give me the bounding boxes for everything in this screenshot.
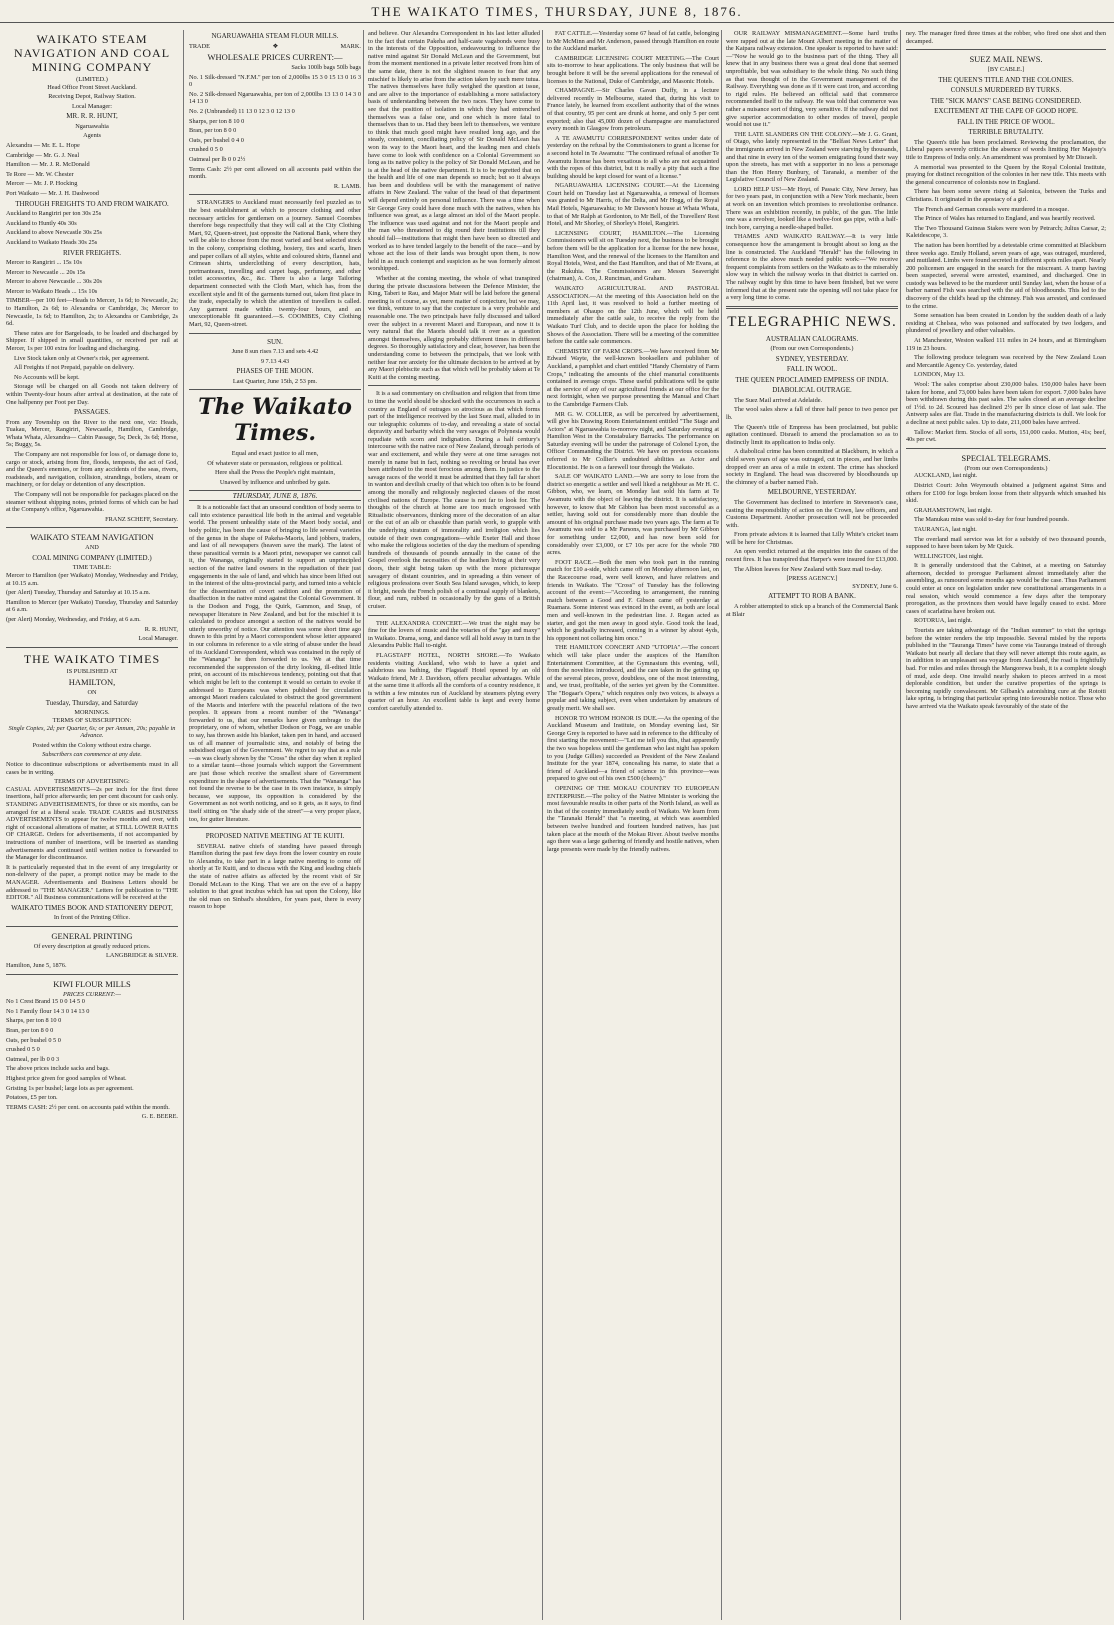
divider (368, 385, 540, 386)
river-row: Mercer to above Newcastle ... 30s 20s (6, 278, 102, 286)
melbourne-dateline: MELBOURNE, YESTERDAY. (767, 488, 857, 497)
telegram-item: The Albion leaves for New Zealand with Suez mail to-day. (734, 565, 883, 573)
column-rule (721, 30, 722, 1620)
motto-line: Here shall the Press the People's right maintain, (214, 469, 336, 477)
news-item: THE HAMILTON CONCERT AND "UTOPIA".—The concert which will take place under the auspices of the Hamilton Entertainment Committee, at the Gymnasium this evening, will, from the novelties introduced, and the care taken in the getting up of the several pieces, prove, doubtless, one of the most interesting, and, we trust, profitable, of the series yet given by the Committee. The "Bogaar's Opera," which requires only two voices, is always a popular and taking subject, even when undertaken by amateurs of greatly merit. We shall see. (547, 644, 719, 713)
kiwi-row: Bran, per ton 8 0 0 (6, 1026, 54, 1034)
editorial-continued: and believe. Our Alexandra Correspondent in his last letter alluded to the fact that certain Pakeha and half-caste vagabonds were busy in the interests of the Opposition, endeavouring to influence the native mind against Sir Donald McLean and the Government, but from the moment mentioned in a private letter received from him of the same date, there is not the slightest reason to fear that any mischief is likely to arise from the action taken by such mere tutua. The natives themselves have fully weighed the question at issue, and are alive to the importance of establishing a more satisfactory basis of understanding between the two races. They have come to see that the position of isolation in which they had entrenched themselves was a false one, and one which is more fatal to themselves than to us. Had they been left to themselves, we venture to think that much good might have resulted long ago, and the steady, consistent, conciliating policy of Sir Donald McLean has won its way to the Maori heart, and the leading men and chiefs have come to look with confidence on a Colonial Government so long as its native policy is the policy of Sir Donald McLean, and he is at the head of the native department. It is to be regretted that on the health and life of one man depends so much; but so it always has been and doubtless will be with the management of native affairs in New Zealand. The value of the head of that department will depend entirely on personal influence. There was a time when Sir George Grey could have done much with the natives, when his influence was great, as a large almost an idol of the Maori people. The influence was used against and not for the Maori people and the man who threatened to dig round their institutions till they should fall—institutions that might then have been so directed and worked as to have tended largely to the benefit of the race—and by whose act the loss of their lands was brought upon them, is now held in as much contempt and suspicion as he was formerly almost worshipped. (368, 30, 540, 273)
special-item: GRAHAMSTOWN, last night. (914, 506, 993, 514)
sun-title: SUN. (267, 337, 283, 346)
australian-calograms-title: AUSTRALIAN CALOGRAMS. (765, 334, 859, 343)
by-cable: [BY CABLE.] (987, 66, 1025, 74)
sun-rises: June 8 sun rises 7.13 and sets 4.42 (231, 348, 319, 355)
manager-label: Local Manager: (71, 102, 113, 110)
kiwi-note-1: The above prices include sacks and bags. (6, 1065, 110, 1073)
news-item: OUR RAILWAY MISMANAGEMENT.—Some hard truths were rapped out at the late Mount Albert meeting in the matter of the Kaipara railway extension. One speaker is reported to have said:—"Now he would go to the business part of the thing. They all knew that in any business there was a great deal done that seemed unprofitable, but was subsidiary to the whole thing. No such thing as that was thought of in the Government management of the Railway. Everything was done as if it were cast iron, and according to rigid rules. He believed an official said that commerce recommended itself to the railway. He was told that commerce was rather a nuisance sort of thing, very sensitive. If the railway did not give superior accommodation to other modes of travel, people would not use it." (726, 30, 898, 129)
special-item: The Manukau mine was sold to-day for four hundred pounds. (914, 516, 1069, 524)
limited-label: (LIMITED.) (76, 76, 108, 83)
passages-title: PASSAGES. (73, 408, 111, 417)
timber-rates: TIMBER—per 100 feet—Heads to Mercer, 1s 6d; to Newcastle, 2s; to Hamilton, 2s 6d; to Alexandra or Cambridge, 3s; Mercer to Newcastle, 1s 6d; to Hamilton, 2s; to Alexandra or Cambridge, 2s 6d. (6, 297, 178, 328)
book-depot: WAIKATO TIMES BOOK AND STATIONERY DEPOT, (11, 903, 173, 912)
own-correspondents: (From our own Correspondents.) (770, 345, 854, 353)
column-rule (363, 30, 364, 1620)
manager-title-2: Local Manager. (138, 635, 178, 643)
telegram-item: From private advices it is learned that Lilly White's cricket team will be here for Christmas. (726, 531, 898, 546)
freight-note: All Freights if not Prepaid, payable on delivery. (14, 364, 135, 372)
freight-row: Auckland to Waikato Heads 30s 25s (6, 238, 98, 246)
robbery-continued: ney. The manager fired three times at the robber, who fired one shot and then decamped. (906, 30, 1106, 45)
news-item: HONOR TO WHOM HONOR IS DUE.—As the opening of the Auckland Museum and Institute, on Monday evening last, Sir George Grey is reported to have said in reference to the difficulty of first starting the movement:—"Let me tell you this, that apparently the two was hopeless until the gentleman who last night has spoken to you (Judge Gillies) succeeded as President of the New Zealand Institute for the year 1874, concealing his name, to state that a friend of Auckland—a friend of science in this province—was prepared to give out of his own £500 (cheers)." (547, 714, 719, 783)
head-wool: FALL IN THE PRICE OF WOOL. (957, 117, 1055, 126)
special-item: Tourists are taking advantage of the "Indian summer" to visit the springs before the winter renders the trip impossible. Several misled by the reports published in the "Tauranga Times" have come via Tauranga instead of through Waikato but nearly all declare that they will never attempt this route again, as in addition to an unpleasant sea voyage from Auckland, the road is frightfully bad. For miles and miles through the Mangorewa bush, it is a complete slough of mud, axle deep. One invalid nearly shaken to pieces arrived in a most deplorable condition, but under the curative properties of the springs is becoming rapidly convalescent. Mr Gilbank's astonishing cure at the Rotoiti lake spring, is bringing that particular spring into favourable notice. Those who have arrived via the Waikato speak favourably of the state of the (906, 627, 1106, 710)
news-item: WAIKATO AGRICULTURAL AND PASTORAL ASSOCIATION.—At the meeting of this Association held on the 11th April last, it was resolved to hold a further meeting of members at Ohaupo on the 12th June, which will be held immediately after the cattle sale, to receive the reply from the Waikato Turf Club, and to decide upon the place for holding the Shows of the Association. There will be a meeting of the committee before the cattle sale commences. (547, 285, 719, 346)
agent-entry: Cambridge — Mr. G. J. Neal (6, 151, 80, 159)
printing-title: GENERAL PRINTING (51, 930, 133, 941)
kiwi-row: Oats, per bushel 0 5 0 (6, 1036, 61, 1044)
kiwi-terms: TERMS CASH: 2½ per cent. on accounts paid within the month. (6, 1103, 170, 1111)
bank-robbery-head: ATTEMPT TO ROB A BANK. (768, 592, 856, 601)
suez-item: Some sensation has been created in London by the sudden death of a lady residing at Chelsea, who was poisoned and suffocated by two lodgers, and plundered of jewellery and other valuables. (906, 312, 1106, 335)
passages-text: From any Township on the River to the next one, viz: Heads, Tuakau, Mercer, Rangiriri, Newcastle, Hamilton, Cambridge, Whata Whata, Alexandra— Cabin Passage, 5s; Deck, 3s 6d; Horse, 5s; Buggy, 5s. (6, 418, 178, 449)
column-2 (189, 30, 361, 1620)
special-item: ROTORUA, last night. (914, 617, 973, 625)
telegram-item: The Government has declined to interfere in Stevenson's case, casting the responsibility of action on the Crown, law officers, and Customs Department. Another prosecution will not be proceeded with. (726, 498, 898, 529)
column-6 (906, 30, 1106, 1620)
kiwi-row: No 1 Family flour 14 3 0 14 13 0 (6, 1007, 90, 1015)
freight-note: No Accounts will be kept. (14, 373, 80, 381)
divider (906, 448, 1106, 449)
head-sick-man: THE "SICK MAN'S" CASE BEING CONSIDERED. (930, 96, 1082, 105)
editorial-civilisation: It is a sad commentary on civilisation and religion that from time to time the world should be shocked with the occurrences in such a country as England of outrages so atrocious as that which forms part of the intelligence received by the last Suez mail, alluded to in our telegraphic columns of to-day, and revealing a state of social depravity and barbarity which the very savages of Polynesia would repudiate with scorn and indignation. During a half century's intercourse with the native race of New Zealand, through periods of war and excitement, and while they were at one time savages not merely in name but in fact, nothing so revolting or brutal has ever been attributed to the most ferocious among them. In justice to the savage races of the world it must be admitted that they fall far short in wanton and devilish cruelty of that which too often is to be found among the morally and religiously neglected classes of the most civilised nations of Europe. The cause is not far to look for. The thoughts of the church at home are too much engrossed with Ritualistic observances, thinking more of the decoration of an altar or the cut of an alb or chasuble than parish work, to grapple with the underlying stratum of immorality and irreligion which lies outside of their own congregations—while Exeter Hall and those who make the religious societies of the day the medium of spending hundreds of thousands of pounds annually in the cause of the Gospel overlook the necessities of the heathen living at their very doors, their sight being taken up with the more picturesque savagery of distant countries, and in spreading a thin veneer of religious professions over South Sea Island savages, which, to keep it bright, needs the French polish of a continual supply of blankets, flour, and rum, rubbed in occasionally by the guns of a British cruiser. (368, 390, 540, 610)
railway-news (726, 30, 898, 302)
telegram-item: An open verdict returned at the enquiries into the causes of the recent fires. It has transpired that Harper's were insured for £13,000. (726, 548, 898, 564)
kiwi-row: Oatmeal, per lb 0 0 3 (6, 1055, 60, 1063)
divider (6, 647, 178, 648)
divider (189, 827, 361, 828)
suez-paragraphs (906, 139, 1106, 444)
mill-row: No. 2 Silk-dressed Ngaruawahia, per ton of 2,000lbs 13 13 0 14 3 0 14 13 0 (189, 90, 361, 106)
column-rule (542, 30, 543, 1620)
telegram-item: The Queen's title of Empress has been proclaimed, but public agitation continued. Disraeli to amend the proclamation so as to distinctly limit its application to India only. (726, 423, 898, 446)
freight-row: Auckland to Huntly 40s 30s (6, 219, 77, 227)
river-row: Mercer to Rangiriri ... 15s 10s (6, 259, 82, 266)
disclaimer-2: The Company will not be responsible for packages placed on the steamer without shipping notes, printed forms of which can be had at the Company's office, Ngaruawahia. (6, 490, 178, 514)
divider (726, 306, 898, 309)
editorial-meeting: Whether at the coming meeting, the whole of what transpired during the private discussions between the Defence Minister, the King, Taberi te Rau, and Major Mair will be laid before the general meeting is of course, as yet, mere matter of conjecture, but we may, we think, venture to say that the conjecture is a very probable and reasonable one. The two principals have fully discussed and talked over the subject in a reverent Maori and European, and now it is very natural that the Maoris should talk it over as a question amongst themselves, alleging probably different times in different degrees. So thoroughly satisfactory and clear, however, has been the understanding come to between the principals, that we look with neither fear nor anxiety for the ultimate decision to be arrived at by any Maori plebiscite such as that which will be probably taken at Te Kuiti at the coming meeting. (368, 275, 540, 381)
divider (6, 527, 178, 528)
fall-in-wool-head: FALL IN WOOL. (786, 365, 838, 374)
head-brutality: TERRIBLE BRUTALITY. (968, 128, 1044, 137)
news-item: FAT CATTLE.—Yesterday some 67 head of fat cattle, belonging to Mr McMinn and Mr Anderson, passed through Hamilton en route to the Auckland market. (547, 30, 719, 53)
sacks-header: Sacks 100lb bags 50lb bags (291, 64, 361, 72)
sun-line-2: 9 7.13 4.43 (260, 357, 290, 365)
freight-notes (6, 330, 178, 406)
mill-row: crushed 0 5 0 (189, 146, 223, 154)
telegram-item: A diabolical crime has been committed at Blackburn, in which a child seven years of age was outraged, cut in pieces, and her limbs dropped over an area of a mile in extent. The crime has shocked society in England. The head was discovered by bloodhounds up the chimney of a barber named Fish. (726, 448, 898, 486)
steam-nav-title-2: WAIKATO STEAM NAVIGATION (30, 532, 154, 543)
divider (6, 926, 178, 927)
news-item: A TE AWAMUTU CORRESPONDENT writes under date of yesterday on the refusal by the Commissioners to grant a license for a second hotel in Te Awamutu: "The continued refusal of another Te Awamutu license has been vexatious to all who are not acquainted with the ropes of this district, but it is really a pity that such a fine building should be kept closed for want of a license." (547, 134, 719, 180)
page-header: THE WAIKATO TIMES, THURSDAY, JUNE 8, 1876. (0, 4, 1114, 23)
trade-label: TRADE (189, 42, 210, 50)
advertising-title: TERMS OF ADVERTISING: (54, 778, 130, 786)
steam-nav-title: WAIKATO STEAM NAVIGATION AND COAL MINING COMPANY (13, 32, 171, 74)
head-queens-title: THE QUEEN'S TITLE AND THE COLONIES. (938, 75, 1074, 84)
kiwi-note-4: Potatoes, £5 per ton. (6, 1094, 58, 1102)
divider (189, 194, 361, 195)
advertising-text-2: It is particularly requested that in the event of any irregularity or non-delivery of the paper, a prompt notice may be made to the MANAGER. Advertisements and Business Letters should be addressed to "THE MANAGER." Letters for publication to "THE EDITOR." All Business communications will be received at the (6, 863, 178, 902)
press-agency: [PRESS AGENCY.] (786, 575, 838, 583)
news-item: SALE OF WAIKATO LAND.—We are sorry to lose from the district so energetic a settler and well liked a neighbour as Mr H. C. Gibbon, who, we learn, on Monday last sold his farm at Te Awamutu with the object of leaving the district. It is satisfactory, however, to know that Mr Gibbon has been most successful as a settler, having sold out for considerably more than double the amount of his original purchase made two years ago. The farm at Te Awamutu was sold to a Mr Parsons, was purchased by Mr Gibbon for something under £2,000, and has now been sold for considerably over £3,000, or £7 10s per acre for the whole 780 acres. (547, 473, 719, 557)
special-telegrams-title: SPECIAL TELEGRAMS. (961, 452, 1051, 463)
bank-robbery-text: A robber attempted to stick up a branch of the Commercial Bank at Blair (726, 602, 898, 618)
steam-nav-sub: COAL MINING COMPANY (LIMITED.) (32, 553, 152, 562)
suez-item: Tallow: Market firm. Stocks of all sorts, 151,000 casks. Mutton, 41s; beef, 40s per cwt. (906, 428, 1106, 444)
agents-list (6, 142, 178, 198)
divider (189, 389, 361, 390)
head-cape: EXCITEMENT AT THE CAPE OF GOOD HOPE. (934, 107, 1078, 116)
news-item: THAMES AND WAIKATO RAILWAY.—It is very little consequence how the arrangement is brought about so long as the line is constructed. The Auckland "Herald" has the following in reference to the above much needed public work:—"We receive frequent complaints from settlers on the Waikato as to the miserably slow way in which the railway works in that district is carried on. The railway ought by this time to have been finished, but we were informed that at the present rate the opening will not take place for a very long time to come. (726, 233, 898, 302)
alexandra-concert: THE ALEXANDRA CONCERT.—We trust the night may be fine for the lovers of music and the votaries of the "gay and maxy" in Waikato. Drama, song, and dance will all hold away in turn in the Alexandra Public Hall to-night. (368, 619, 540, 650)
melbourne-paragraphs (726, 499, 898, 573)
suez-item: The following produce telegram was received by the New Zealand Loan and Mercantile Agency Co. yesterday, dated (906, 354, 1106, 369)
divider (906, 49, 1106, 50)
editorial-dateline: THURSDAY, JUNE 8, 1876. (189, 490, 361, 502)
head-consuls: CONSULS MURDERED BY TURKS. (950, 86, 1062, 95)
time-row: (per Alert) Monday, Wednesday, and Friday, at 6 a.m. (6, 615, 141, 623)
news-item: THE LATE SLANDERS ON THE COLONY.—Mr J. G. Grant, of Otago, who lately represented in the "Belfast News Letter" that the immigrants arrived in New Zealand were starving by thousands, and that nine in every ten of the women emigrating found their way upon the streets, has met with a supporter in no less a personage than the Hon Henry Bunbury, of Taranaki, a member of the Legislative Council of New Zealand. (726, 130, 898, 184)
queen-proclaimed-head: THE QUEEN PROCLAIMED EMPRESS OF INDIA. (735, 375, 889, 384)
time-table-title: TIME TABLE: (72, 564, 112, 572)
on-label: ON (87, 689, 97, 697)
suez-item: The Prince of Wales has returned to England, and was heartily received. (914, 215, 1096, 223)
divider (6, 974, 178, 975)
sydney-dateline: SYDNEY, YESTERDAY. (775, 354, 849, 363)
freight-row: Auckland to above Newcastle 30s 25s (6, 229, 103, 237)
suez-item: LONDON, May 13. (914, 371, 965, 379)
manager-place: Ngaruawahia (75, 122, 109, 130)
news-item: CHEMISTRY OF FARM CROPS.—We have received from Mr Edward Wayte, the well-known booksellers and publisher of Auckland, a pamphlet and chart entitled "Handy Chemistry of Farm Crops," indicating the amounts of the chief manurial constituents contained in average crops. These useful publications will be quite at the service of any of our agricultural friends at our office for the next fortnight, when we purpose presenting the Manual and Chart to the Cambridge Farmers Club. (547, 347, 719, 408)
mill-row: No. 1 Silk-dressed "N.F.M." per ton of 2,000lbs 15 3 0 15 13 0 16 3 0 (189, 73, 361, 89)
suez-item: The Two Thousand Guineas Stakes were won by Petrarch; Julius Caesar, 2; Kaleidescope, 3. (906, 224, 1106, 240)
secretary: FRANZ SCHEFF, Secretary. (105, 515, 178, 523)
river-row: Mercer to Newcastle ... 20s 15s (6, 268, 86, 276)
wholesale-title: WHOLESALE PRICES CURRENT:— (207, 52, 343, 63)
time-table (6, 572, 178, 624)
freight-note: Live Stock taken only at Owner's risk, per agreement. (14, 354, 150, 362)
manager-name: MR. R. R. HUNT, (66, 112, 118, 121)
strangers-ad: STRANGERS to Auckland must necessarily feel puzzled as to the best establishment at which to procure clothing and other necessary articles for gentlemen on a journey. Samuel Coombes therefore begs respectfully that they will call at the City Clothing Mart, 92, Queen-street, just opposite the National Bank, where they will be able to choose from the most varied and best selected stock in the colony, comprising clothing, hosiery, ties and scarfs, linen and paper collars of all styles, white and coloured shirts, flannel and Crimean shirts, underclothing of every description, hats, portmanteaux, travelling and carpet bags, perfumery, and other toilet accessories, &c., &c. There is also a large Tailoring department connected with the Cloth Mart, which has, from the excellent style and fit of the garments turned out, taken first place in the trade, especially to which the attention of travellers is called. Any garment made within twenty-four hours, and an unexceptionable fit guaranteed.—S. COOMBES, City Clothing Mart, 92, Queen-street. (189, 199, 361, 328)
subscription-text: Single Copies, 2d; per Quarter, 6s; or per Annum, 20s; payable in Advance. (8, 724, 176, 740)
sydney-june-6: SYDNEY, June 6. (852, 582, 898, 590)
mill-row: Bran, per ton 8 0 0 (189, 127, 237, 135)
kiwi-row: No 1 Crest Brand 15 0 0 14 5 0 (6, 998, 85, 1006)
suez-item: The French and German consuls were murdered in a mosque. (914, 205, 1069, 213)
agent-entry: Hamilton — Mr. J. R. McDonald (6, 161, 90, 169)
agent-entry: Te Rore — Mr. W. Chester (6, 170, 74, 178)
special-sub: (From our own Correspondents.) (964, 464, 1048, 472)
through-freights-title: THROUGH FREIGHTS TO AND FROM WAIKATO. (15, 199, 169, 208)
motto (189, 450, 361, 486)
local-news (547, 30, 719, 853)
mill-price-table (189, 74, 361, 164)
published-place: HAMILTON, (68, 677, 116, 688)
agents-label: Agents (83, 132, 101, 140)
depot: Receiving Depot, Railway Station. (48, 93, 136, 101)
head-office: Head Office Front Street Auckland. (47, 83, 137, 91)
flour-mills-title: NGARUAWAHIA STEAM FLOUR MILLS. (211, 32, 339, 40)
moon-quarter: Last Quarter, June 15th, 2 53 pm. (232, 377, 318, 385)
freight-note: Storage will be charged on all Goods not taken delivery of within Twenty-four hours after arrival at destination, at the rate of One halfpenny per Foot per Day. (6, 383, 178, 406)
native-meeting-text: SEVERAL native chiefs of standing have passed through Hamilton during the past few days from the lower country en route to Alexandra, to take part in a large native meeting to come off shortly at Te Kuiti, and to discuss with the King and leading chiefs the state of native affairs as affected by the recent visit of Sir Donald McLean to the King. That we are on the eve of a happy solution to that great incubus which has sat upon the Colony, like the old man on Sinbad's shoulders, for years past, there is every reason to hope (189, 842, 361, 911)
time-row: Mercer to Hamilton (per Waikato) Monday, Wednesday and Friday, at 10.15 a.m. (6, 572, 178, 587)
column-1 (6, 30, 178, 1620)
motto-line: Equal and exact justice to all men, (231, 450, 319, 458)
kiwi-note-3: Gristing 1s per bushel; large lots as per agreement. (6, 1084, 134, 1092)
time-row: Hamilton to Mercer (per Waikato) Tuesday, Thursday and Saturday at 6 a.m. (6, 598, 178, 614)
mark-label: MARK. (340, 42, 361, 50)
suez-item: Wool: The sales comprise about 230,000 bales. 150,000 bales have been taken for home, and 73,000 bales have been taken for export. 7,000 bales have been withdrawn during this past sales. The sales closed at an average decline of 1½d. to 2d. Scoured has declined 2½ per lb since close of last sale. The Antwerp sales are flat. Trade in the manufacturing districts is dull. We look for a decline at next public sales. Up to date, 211,000 bales have arrived. (906, 381, 1106, 426)
publication-days: Tuesday, Thursday, and Saturday (45, 698, 139, 707)
suez-item: A memorial was presented to the Queen by the Royal Colonial Institute, praying for distinct recognition of the colonies in her new title. This meets with the general concurrence of colonists now in England. (906, 163, 1106, 186)
mill-row: Sharps, per ton 8 10 0 (189, 117, 245, 125)
diabolical-outrage-head: DIABOLICAL OUTRAGE. (772, 386, 852, 395)
column-rule (900, 30, 901, 1620)
times-ad-title: THE WAIKATO TIMES (23, 651, 161, 666)
printing-text: Of every description at greatly reduced prices. (33, 942, 151, 950)
kiwi-sign: G. E. BEERE. (141, 1113, 178, 1121)
column-5 (726, 30, 898, 1620)
agent-entry: Alexandra — Mr. E. L. Hope (6, 142, 80, 150)
river-list (6, 259, 178, 295)
posted-note: Posted within the Colony without extra charge. (32, 741, 152, 749)
suez-item: The Queen's title has been proclaimed. Reviewing the proclamation, the Liberal papers severely criticise the absence of words limiting Her Majesty's title to Empress of India only. An amendment was promised by Mr Disraeli. (906, 138, 1106, 161)
freight-row: Auckland to Rangiriri per ton 30s 25s (6, 210, 102, 218)
motto-line: Of whatever state or persuasion, religious or political. (207, 459, 343, 467)
manager-2: R. R. HUNT, (144, 625, 178, 633)
kiwi-note-2: Highest price given for good samples of Wheat. (6, 1074, 127, 1082)
news-item: MR G. W. COLLIER, as will be perceived by advertisement, will give his Drawing Room Entertainment entitled "The Stage and Actors" at Ngaruawahia to-morrow night, and Saturday evening at Hamilton West in the Constabulary Barracks. The performance on Saturday evening will be under the patronage of Colonel Lyon, the Officer Commanding the District. We have on previous occasions referred to Mr Collier's undoubted abilities as Actor and Elocutionist. He is on a farewell tour through the Waikato. (547, 410, 719, 471)
news-item: LORD HELP US!—Mr Hoyt, of Passaic City, New Jersey, has for two years past, in conjunction with a New York mechanic, been at work on an invention which promises to revolutionise ordnance. There was an exhibition recently, in public, of the gun. The little one was a revolver, looked like a twelve-foot gas pipe, with a half-inch bore, carrying a needle-shaped bullet. (726, 185, 898, 231)
suez-item: At Manchester, Weston walked 111 miles in 24 hours, and at Birmingham 119 in 23 hours. (906, 337, 1106, 352)
native-meeting-title: PROPOSED NATIVE MEETING AT TE KUITI. (205, 832, 345, 841)
special-item: The overland mail service was let for a subsidy of two thousand pounds, supposed to have been taken by Mr Quick. (906, 535, 1106, 551)
suez-item: The nation has been horrified by a detestable crime committed at Blackburn three weeks ago. Emily Holland, seven years of age, was outraged, murdered, and mutilated. Limbs were found secreted in different spots miles apart. Nearly 200 policemen are engaged in the search for the miscreant. A tramp having been suspected, several were arrested, examined, and discharged. One in custody was believed to be the murderer until Sunday last, when the house of a barber named Fish was searched with the aid of bloodhounds. This led to the discovery of the child's head up the chimney. Fish was arrested, and confessed to the crime. (906, 241, 1106, 310)
telegraphic-news-title: TELEGRAPHIC NEWS. (727, 313, 897, 330)
telegram-paragraphs (726, 397, 898, 487)
suez-mail-title: SUEZ MAIL NEWS. (969, 54, 1043, 65)
subscribers-note: Subscribers can commence at any date. (42, 751, 142, 759)
special-item: AUCKLAND, last night. (914, 472, 978, 480)
river-row: Mercer to Waikato Heads ... 15s 10s (6, 287, 98, 295)
published-at: IS PUBLISHED AT (66, 667, 118, 675)
river-freights-title: RIVER FREIGHTS. (63, 248, 121, 257)
printing-firm: LANGBRIDGE & SILVER. (105, 952, 178, 960)
agent-entry: Port Waikato — Mr. J. H. Dashwood (6, 190, 99, 198)
mill-row: No. 2 (Unbranded) 11 13 0 12 3 0 12 13 0 (189, 108, 295, 116)
news-item: NGARUAWAHIA LICENSING COURT.—At the Licensing Court held on Tuesday last at Ngaruawahia, a renewal of licenses was granted to Mr Harris, of the Delta, and Mr Hogg, of the Royal Mail Hotels, Ngaruawahia; to Mr Dawson's house at Whata Whata, to that of Mr Ralph at Gordonton, to Mr Bell, of the Travellers' Rest Hotel, and Mr Shorley, of Shorley's Hotel, Rangiriri. (547, 182, 719, 228)
kiwi-row: Sharps, per ton 8 10 0 (6, 1017, 62, 1025)
special-item: TAURANGA, last night. (914, 525, 977, 533)
news-item: CAMBRIDGE LICENSING COURT MEETING.—The Court sits to-morrow to hear applications. The only business that will be brought before it will be the several applications for the renewal of licenses to the National, Duke of Cambridge, and Masonic Hotels. (547, 54, 719, 85)
special-item: District Court: John Weymouth obtained a judgment against Sims and others for £100 for logs broken loose from their slipyards which smashed his skid. (906, 481, 1106, 505)
news-item: LICENSING COURT, HAMILTON.—The Licensing Commissioners will sit on Tuesday next, the business to be brought before them will be the application for a license for the new house, Hamilton West, and the renewal of the licenses to the Hamilton and Royal Hotels, West, and the East Hamilton, and that of Mr Evans, at the Rukuhia. The Commissioners are Messrs Seaveright (chairman), A. Cox, J. Runciman, and Graham. (547, 229, 719, 283)
discontinue-note: Notice to discontinue subscriptions or advertisements must in all cases be in writing. (6, 761, 178, 776)
news-item: OPENING OF THE MOKAU COUNTRY TO EUROPEAN ENTERPRISE.—The policy of the Native Minister is working the most favourable results in other parts of the North Island, as well as in that of the country immediately south of Waikato. We learn from the "Taranaki Herald" that "a meeting, at which was assembled between twelve hundred and fourteen hundred natives, has just taken place at the mouth of the Mokau River. About twelve months ago there was a large gathering of friendly and hostile natives, when large presents were made by the friendly natives. (547, 785, 719, 853)
telegram-item: The Suez Mail arrived at Adelaide. (734, 396, 823, 404)
newspaper-nameplate: The Waikato Times. (198, 394, 352, 447)
column-4 (547, 30, 719, 1620)
disclaimer: The Company are not responsible for loss of, or damage done to, cargo or stock, arising from fire, floods, tempests, the act of God, and the Queen's enemies, or from any accidents of the seas, rivers, roadsteads, and navigation, collision, strandings, boilers, steam or machinery, or for delay or detention of any description. (6, 450, 178, 489)
news-item: CHAMPAGNE.—Sir Charles Gavan Duffy, in a lecture delivered recently in Melbourne, stated that, during his visit to France lately, he learned from excellent authority that of the wines of that country, 95 per cent are drunk at home, and only 5 per cent exported; also that 45,000 dozen of champagne are manufactured every month in Glasgow from petroleum. (547, 87, 719, 133)
freights-list (6, 210, 178, 246)
book-depot-sub: In front of the Printing Office. (53, 914, 131, 922)
advertising-text: CASUAL ADVERTISEMENTS—2s per inch for the first three insertions, half price afterwards; ten per cent discount for cash only. STANDING ADVERTISEMENTS, for three or six months, can be arranged for at a liberal scale. TRADE CARDS and BUSINESS ADVERTISEMENTS to appear for twelve months and over, with right of occasional alterations of matter, at STILL LOWER RATES OF CHARGE. Orders for advertisements, if not accompanied by instructions of number of insertions, will be inserted as standing advertisements and continued until written notice is forwarded to the Manager for discontinuance. (6, 785, 178, 862)
column-rule (183, 30, 184, 1620)
news-item: FOOT RACE.—Both the men who took part in the running match for £10 a-side, which came off on Monday afternoon last, on the Racecourse road, were well known, and have relatives and friends in Waikato. The "Cross" of Tuesday has the following account of the event:—"According to arrangement, the running match between a Good and F. Gibson came off yesterday at Ruamara. Some interest was evinced in the event, as both are local men and well-known in the pedestrian line. J. Regan acted as starter, and got the men away in good style. Good took the lead, which he gradually increased, coming in a winner by about 4yds, his opponent not collaring him once." (547, 558, 719, 642)
editorial-text: It is a noticeable fact that an unsound condition of body seems to call into existence parasitical life both in the animal and vegetable world. The present unhealthy state of the Maori body social, and body politic, has been the cause of bringing to life several varieties of the genus in the shape of Pakeha-Maoris, land jobbers, traders, and last of all newspapers (heaven save the mark). The latest of these parasitical vermin is a Maori print, newspaper we cannot call it, the Wananga, originally started to support an unprincipled section of the native land owners in the repudiation of their just engagements in the sale of land, and which has since been lifted out in the interest of the ultra-provincial party, and turned into a vehicle for the dissemination of covert sedition and the promotion of disaffection in the native mind against the Colonial Government. It is the Dodson and Fogg, the Quirk, Gammon, and Snap, of newspaper literature in New Zealand, and but for the mischief it is calculated to produce amongst a section of the natives would be utterly unworthy of notice. Our attention was some short time ago drawn to this print by a Maori correspondent whose letter appeared in our columns in reference to a vile string of abuse under the head of its Auckland Correspondent, which was contained in the reply of the "Wananga" he then forwarded to us. We at that time recommended the suppression of the dirty looking, ill-edited little print, on account of its mischievous tendency, pointing out that that which might be left to the contempt it would so certain to evoke if addressed to Europeans was when published for circulation amongst Maori readers calculated to obstruct the good government of the Maoris and interfere with the peaceful relations of the two peoples. It appears from a recent number of the "Wananga" forwarded to us, that our remarks have given umbrage to the proprietary, one of whom, whether Dodson or Fogg, we are unable to say, has thrown aside his blanket, taken pen in hand, and accused us of all manner of journalistic sins, and notably of being the subsidised organ of the Government. We regret to say that as a rule—as was clearly shown by the "Cross" the other day when it replied to a similar taunt—those journals which support the Government are just those which receive the smallest share of Government expenditure in the shape of advertisements. That the "Wananga" has not found the reverse to be the case in its own instance, is simply because, we suppose, its opposition is considered by the Government as not worth noticing, and so it gets, as it says, to find itself sitting on "the shady side of the street"—a very proper place, too, for gutter literature. (189, 504, 361, 823)
mill-row: Oatmeal per lb 0 0 2½ (189, 156, 246, 164)
kiwi-mills-title: KIWI FLOUR MILLS (53, 978, 131, 989)
printing-date: Hamilton, June 5, 1876. (6, 961, 67, 969)
special-item: WELLINGTON, last night. (914, 552, 984, 560)
trade-mark-icon: ❖ (272, 42, 279, 50)
mill-sign: R. LAMB. (333, 182, 361, 190)
moon-phases-title: PHASES OF THE MOON. (236, 367, 314, 376)
and-label: AND (85, 544, 99, 552)
agent-entry: Mercer — Mr. J. P. Hocking (6, 180, 78, 188)
telegram-item: The wool sales show a fall of three half pence to two pence per lb. (726, 406, 898, 422)
mill-terms: Terms Cash: 2½ per cent allowed on all accounts paid within the month. (189, 165, 361, 181)
divider (368, 615, 540, 616)
subscription-title: TERMS OF SUBSCRIPTION: (52, 717, 132, 725)
kiwi-price-table (6, 998, 178, 1063)
motto-line: Unawed by influence and unbribed by gain. (219, 479, 331, 487)
divider (189, 333, 361, 334)
mill-row: Oats, per bushel 0 4 0 (189, 136, 244, 144)
special-item: It is generally understood that the Cabinet, at a meeting on Saturday afternoon, decided to prorogue Parliament almost immediately after the assembling, as rumoured some months ago would be the case. Thus Parliament could enter at once on legislation under new constitutional arrangements in a real session, which would commence a few days after the temporary prorogation, as the provinces then would have legally ceased to exist. More cases of scarlatina have broken out. (906, 562, 1106, 615)
special-paragraphs (906, 472, 1106, 710)
kiwi-prices-label: PRICES CURRENT:— (63, 990, 121, 998)
mornings-label: MORNINGS. (74, 709, 110, 717)
column-3 (368, 30, 540, 1620)
trade-mark-row (189, 43, 361, 51)
kiwi-row: crushed 0 5 0 (6, 1046, 40, 1054)
time-row: (per Alert) Tuesday, Thursday and Saturday at 10.15 a.m. (6, 589, 151, 597)
suez-item: There has been some severe rising at Salonica, between the Turks and Christians. It originated in the apostacy of a girl. (906, 188, 1106, 203)
freight-note: These rates are for Bargeloads, to be loaded and discharged by Shipper. If shipped in small quantities, or received per rail at Mercer, 1s per 100 extra for loading and discharging. (6, 329, 178, 352)
flagstaff-hotel: FLAGSTAFF HOTEL, NORTH SHORE.—To Waikato residents visiting Auckland, who wish to have a quiet and salubrious sea bathing, the Flagstaff Hotel opened by an old Waikato friend, Mr J. Davidson, offers peculiar advantages. While at the same time it affords all the comforts of a country residence, it is within a few minutes run of Auckland by steamers plying every quarter of an hour. An excellent table is kept and every home comfort carefully attended to. (368, 651, 540, 713)
